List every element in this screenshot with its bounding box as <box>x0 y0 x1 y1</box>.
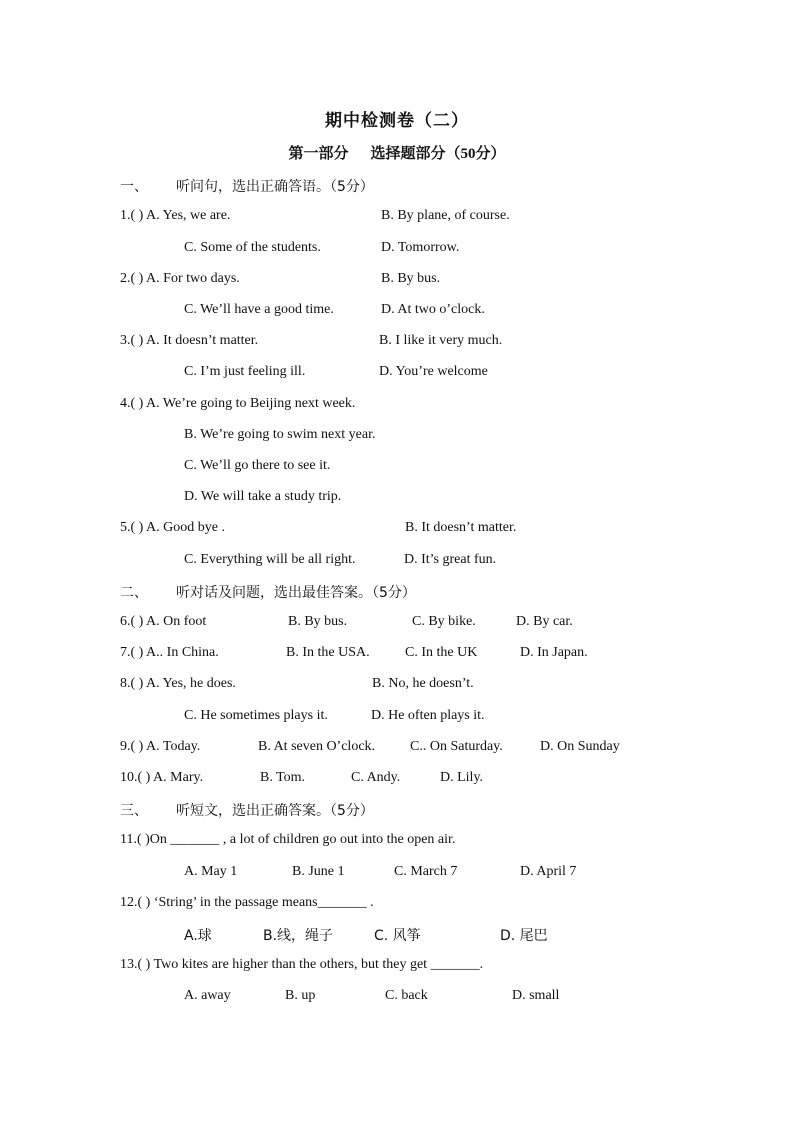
question-stem: 12.( ) ‘String’ in the passage means_______ . <box>120 895 374 910</box>
option-a: A. May 1 <box>184 864 238 879</box>
option-d: D. 尾巴 <box>500 928 548 944</box>
option-c: C. March 7 <box>394 864 458 879</box>
option-c: C. Everything will be all right. <box>184 552 356 567</box>
option-c: C. I’m just feeling ill. <box>184 364 306 379</box>
option-d: D. April 7 <box>520 864 577 879</box>
option-a: A.球 <box>184 928 212 944</box>
option-c: C. Some of the students. <box>184 240 321 255</box>
option-d: D. He often plays it. <box>371 708 485 723</box>
option-d: D. You’re welcome <box>379 364 488 379</box>
option-b: B. By bus. <box>288 614 348 629</box>
option-c: C. 风筝 <box>374 928 421 944</box>
option-b: B. We’re going to swim next year. <box>184 427 376 442</box>
option-d: D. On Sunday <box>540 739 620 754</box>
part-heading <box>0 142 794 163</box>
section-number: 一、 <box>120 179 148 195</box>
question-stem: 2.( ) A. For two days. <box>120 271 240 286</box>
question-stem: 3.( ) A. It doesn’t matter. <box>120 333 259 348</box>
section-instruction: 听短文，选出正确答案。（5分） <box>176 803 374 819</box>
page-title: 期中检测卷（二） <box>325 111 469 130</box>
option-b: B. No, he doesn’t. <box>372 676 474 691</box>
option-a: A. away <box>184 988 231 1003</box>
question-stem: 7.( ) A.. In China. <box>120 645 219 660</box>
option-b: B.线，绳子 <box>263 928 334 944</box>
option-d: D. At two o’clock. <box>381 302 485 317</box>
option-b: B. Tom. <box>260 770 306 785</box>
option-c: C. By bike. <box>412 614 476 629</box>
option-b: B. By bus. <box>381 271 441 286</box>
section-heading <box>120 176 374 196</box>
option-b: B. In the USA. <box>286 645 370 660</box>
option-c: C. In the UK <box>405 645 478 660</box>
option-d: D. We will take a study trip. <box>184 489 342 504</box>
question-stem: 6.( ) A. On foot <box>120 614 207 629</box>
option-c: C. We’ll go there to see it. <box>184 458 331 473</box>
option-d: D. By car. <box>516 614 573 629</box>
option-c: C. back <box>385 988 428 1003</box>
section-instruction: 听对话及问题，选出最佳答案。（5分） <box>176 585 416 601</box>
part-name: 选择题部分（50分） <box>370 146 506 162</box>
option-d: D. Tomorrow. <box>381 240 460 255</box>
question-stem: 11.( )On _______ , a lot of children go out into the open air. <box>120 832 456 847</box>
option-b: B. I like it very much. <box>379 333 503 348</box>
option-b: B. It doesn’t matter. <box>405 520 517 535</box>
part-label: 第一部分 <box>288 146 349 162</box>
option-b: B. At seven O’clock. <box>258 739 376 754</box>
section-number: 三、 <box>120 803 148 819</box>
section-heading <box>120 582 416 602</box>
section-instruction: 听问句，选出正确答语。（5分） <box>176 179 374 195</box>
option-d: D. small <box>512 988 560 1003</box>
option-d: D. It’s great fun. <box>404 552 497 567</box>
question-stem: 8.( ) A. Yes, he does. <box>120 676 236 691</box>
question-stem: 4.( ) A. We’re going to Beijing next week. <box>120 396 356 411</box>
question-stem: 13.( ) Two kites are higher than the others, but they get _______. <box>120 957 484 972</box>
section-number: 二、 <box>120 585 148 601</box>
option-c: C. We’ll have a good time. <box>184 302 334 317</box>
option-c: C.. On Saturday. <box>410 739 503 754</box>
option-b: B. up <box>285 988 316 1003</box>
question-stem: 9.( ) A. Today. <box>120 739 201 754</box>
option-d: D. Lily. <box>440 770 484 785</box>
question-stem: 1.( ) A. Yes, we are. <box>120 208 231 223</box>
option-b: B. June 1 <box>292 864 345 879</box>
option-c: C. Andy. <box>351 770 401 785</box>
option-c: C. He sometimes plays it. <box>184 708 328 723</box>
section-heading <box>120 800 374 820</box>
question-stem: 5.( ) A. Good bye . <box>120 520 225 535</box>
question-stem: 10.( ) A. Mary. <box>120 770 204 785</box>
option-d: D. In Japan. <box>520 645 588 660</box>
option-b: B. By plane, of course. <box>381 208 510 223</box>
